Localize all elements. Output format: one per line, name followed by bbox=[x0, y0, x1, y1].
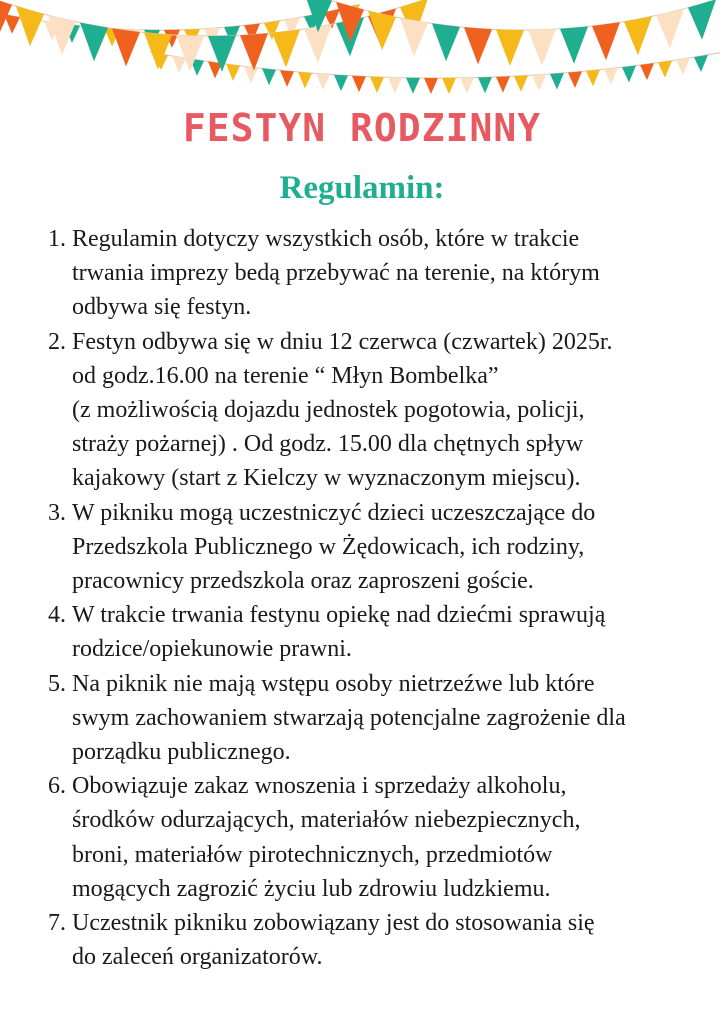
bunting-flag bbox=[592, 22, 620, 60]
bunting-flag bbox=[172, 56, 186, 73]
rule-item bbox=[48, 496, 698, 599]
rule-number: 7. bbox=[48, 910, 66, 937]
page-title: FESTYN RODZINNY bbox=[182, 106, 542, 150]
bunting-flag bbox=[432, 23, 460, 61]
bunting-flag bbox=[316, 73, 330, 90]
bunting-flag bbox=[550, 73, 564, 90]
bunting-flag bbox=[226, 64, 240, 81]
bunting-flag bbox=[368, 11, 396, 50]
bunting-flag bbox=[586, 70, 600, 87]
rule-number: 1. bbox=[48, 226, 66, 252]
rule-text-line: odbywa się festyn. bbox=[72, 294, 252, 321]
bunting-flag bbox=[688, 0, 716, 40]
rule-text-line: swym zachowaniem stwarzają potencjalne zagrożenie dla bbox=[72, 704, 626, 731]
rule-number: 6. bbox=[48, 773, 66, 800]
rule-text-line: rodzice/opiekunowie prawni. bbox=[72, 636, 352, 663]
bunting-flag bbox=[658, 61, 672, 78]
rule-text-line: W pikniku mogą uczestniczyć dzieci uczeszczające do bbox=[72, 499, 596, 526]
bunting-flag bbox=[280, 70, 294, 87]
rule-text-line: pracownicy przedszkola oraz zaproszeni goście. bbox=[72, 568, 534, 595]
bunting-flag bbox=[144, 33, 172, 70]
rule-text-line: Regulamin dotyczy wszystkich osób, które w trakcie bbox=[72, 226, 580, 252]
rule-text-line: do zaleceń organizatorów. bbox=[72, 944, 323, 971]
bunting-flag bbox=[400, 18, 428, 57]
bunting-flag bbox=[622, 66, 636, 83]
rule-text-line: Na piknik nie mają wstępu osoby nietrzeźwe lub które bbox=[72, 670, 595, 697]
bunting-flag bbox=[352, 76, 366, 92]
rule-text-line: Przedszkola Publicznego w Żędowicach, ich rodziny, bbox=[72, 533, 585, 560]
bunting-flag bbox=[532, 74, 546, 91]
bunting-flag bbox=[334, 75, 348, 91]
rule-text-line: trwania imprezy bedą przebywać na terenie, na którym bbox=[72, 260, 600, 287]
bunting-flag bbox=[388, 77, 402, 93]
rule-text-line: Festyn odbywa się w dniu 12 czerwca (czwartek) 2025r. bbox=[72, 328, 613, 355]
rule-number: 5. bbox=[48, 670, 66, 697]
bunting-flag bbox=[112, 28, 140, 66]
bunting-flag bbox=[272, 30, 300, 68]
bunting-flag bbox=[244, 66, 258, 83]
bunting-flag bbox=[460, 78, 474, 94]
rule-text-line: W trakcie trwania festynu opiekę nad dziećmi sprawują bbox=[72, 602, 606, 629]
bunting-flag bbox=[656, 9, 684, 49]
rule-item bbox=[48, 906, 698, 974]
bunting-flag bbox=[640, 63, 654, 80]
rule-text-line: porządku publicznego. bbox=[72, 739, 291, 766]
rule-item bbox=[48, 325, 698, 496]
bunting-flag bbox=[240, 33, 268, 70]
rule-text-line: Obowiązuje zakaz wnoszenia i sprzedaży alkoholu, bbox=[72, 773, 567, 800]
bunting-flags-decoration bbox=[0, 0, 724, 110]
rules-list bbox=[48, 222, 698, 974]
bunting-flag bbox=[560, 27, 588, 64]
bunting-flag bbox=[604, 68, 618, 85]
bunting-flag bbox=[676, 58, 690, 75]
bunting-flag bbox=[694, 55, 708, 72]
bunting-flag bbox=[16, 6, 44, 46]
bunting-flag bbox=[424, 78, 438, 94]
bunting-flag bbox=[298, 72, 312, 89]
rule-item bbox=[48, 222, 698, 325]
rule-text-line: straży pożarnej) . Od godz. 15.00 dla chętnych spływ bbox=[72, 431, 584, 458]
rule-text-line: kajakowy (start z Kielczy w wyznaczonym miejscu). bbox=[72, 465, 581, 492]
bunting-flag bbox=[568, 71, 582, 88]
bunting-flag bbox=[442, 78, 456, 94]
bunting-flag bbox=[262, 68, 276, 85]
rule-item bbox=[48, 667, 698, 770]
rule-text-line: Uczestnik pikniku zobowiązany jest do stosowania się bbox=[72, 910, 595, 937]
bunting-flag bbox=[496, 76, 510, 92]
rule-item bbox=[48, 769, 698, 906]
rule-number: 3. bbox=[48, 499, 66, 526]
rule-text-line: broni, materiałów pirotechnicznych, przedmiotów bbox=[72, 841, 553, 868]
bunting-flag bbox=[528, 29, 556, 66]
bunting-flag bbox=[514, 75, 528, 91]
rule-text-line: od godz.16.00 na terenie “ Młyn Bombelka” bbox=[72, 362, 499, 389]
rule-item bbox=[48, 598, 698, 666]
rule-text-line: (z możliwością dojazdu jednostek pogotowia, policji, bbox=[72, 397, 585, 424]
rule-number: 2. bbox=[48, 328, 66, 355]
rule-text-line: środków odurzających, materiałów niebezpiecznych, bbox=[72, 807, 581, 834]
bunting-flag bbox=[624, 16, 652, 55]
bunting-flag bbox=[478, 77, 492, 93]
rule-number: 4. bbox=[48, 602, 66, 629]
page-subtitle: Regulamin: bbox=[279, 170, 445, 206]
bunting-flag bbox=[80, 23, 108, 62]
bunting-flag bbox=[496, 30, 524, 66]
bunting-flag bbox=[464, 27, 492, 64]
rule-text-line: mogących zagrozić życiu lub zdrowiu ludzkiemu. bbox=[72, 875, 551, 902]
bunting-flag bbox=[406, 78, 420, 94]
bunting-flag bbox=[370, 77, 384, 93]
